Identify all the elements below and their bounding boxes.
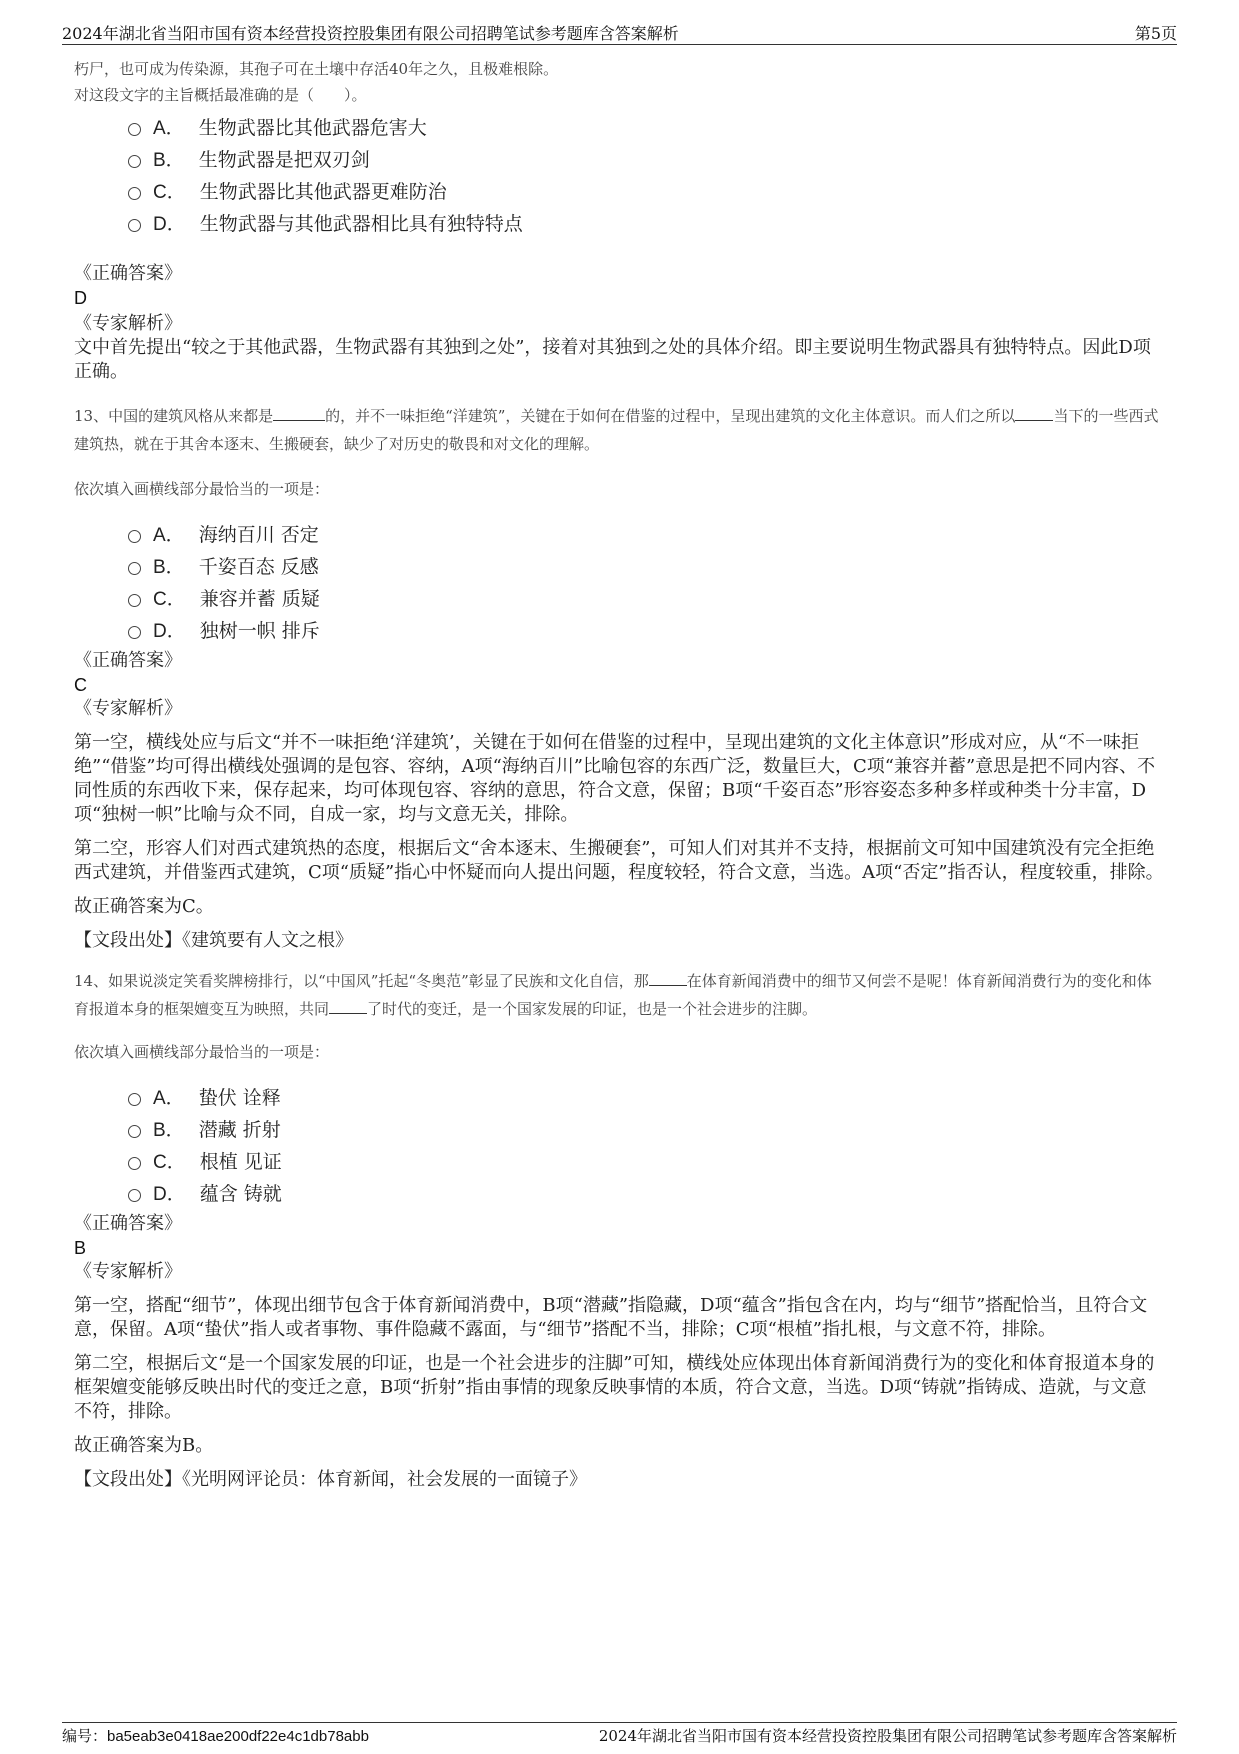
footer-title: 2024年湖北省当阳市国有资本经营投资控股集团有限公司招聘笔试参考题库含答案解析 (598, 1726, 1177, 1745)
q13-options (74, 517, 1164, 645)
radio-icon[interactable] (128, 626, 141, 639)
q14-analysis-label: 《专家解析》 (74, 1261, 182, 1282)
q13-source: 【文段出处】《建筑要有人文之根》 (74, 930, 353, 951)
q12-option-b[interactable]: B． 生物武器是把双刃剑 (74, 142, 1164, 174)
q12-answer: D (74, 288, 87, 308)
q14-analysis-2: 第二空，根据后文“是一个国家发展的印证，也是一个社会进步的注脚”可知，横线处应体现出体育新闻消费行为的变化和体育报道本身的框架嬗变能够反映出时代的变迁之意，B项“折射”指由事情的现象反映事情的本质，符合文意，当选。D项“铸就”指铸成、造就，与文意不符，排除。 (74, 1353, 1155, 1422)
page-number: 第5页 (1134, 24, 1177, 43)
radio-icon[interactable] (128, 219, 141, 232)
q12-option-a[interactable]: A． 生物武器比其他武器危害大 (74, 110, 1164, 142)
blank-line (273, 402, 325, 421)
document-code: 编号：ba5eab3e0418ae200df22e4c1db78abb (62, 1727, 369, 1745)
q14-option-a[interactable]: A． 蛰伏 诠释 (74, 1080, 1164, 1112)
q12-analysis: 文中首先提出“较之于其他武器，生物武器有其独到之处”，接着对其独到之处的具体介绍。即主要说明生物武器具有独特特点。因此D项正确。 (74, 337, 1151, 382)
q13-analysis-1: 第一空，横线处应与后文“并不一味拒绝‘洋建筑’，关键在于如何在借鉴的过程中，呈现出建筑的文化主体意识”形成对应，从“不一味拒绝”“借鉴”均可得出横线处强调的是包容、容纳，A项“海纳百川”比喻包容的东西广泛，数量巨大，C项“兼容并蓄”意思是把不同内容、不同性质的东西收下来，保存起来，均可体现包容、容纳的意思，符合文意，保留；B项“千姿百态”形容姿态多种多样或种类十分丰富，D项“独树一帜”比喻与众不同，自成一家，均与文意无关，排除。 (74, 732, 1156, 825)
q12-question: 对这段文字的主旨概括最准确的是（ ）。 (74, 86, 367, 104)
q14-instruction: 依次填入画横线部分最恰当的一项是： (74, 1043, 330, 1061)
q12-passage-tail: 朽尸，也可成为传染源，其孢子可在土壤中存活40年之久，且极难根除。 (74, 60, 559, 78)
q14-option-b[interactable]: B． 潜藏 折射 (74, 1112, 1164, 1144)
q13-option-c[interactable]: C． 兼容并蓄 质疑 (74, 581, 1164, 613)
radio-icon[interactable] (128, 594, 141, 607)
q14-options (74, 1080, 1164, 1208)
document-body (74, 56, 1164, 1492)
q14-stem: 14、如果说淡定笑看奖牌榜排行，以“中国风”托起“冬奥范”彰显了民族和文化自信，那 在体育新闻消费中的细节又何尝不是呢！体育新闻消费行为的变化和体育报道本身的框架嬗变互为映照，共同 了时代的变迁，是一个国家发展的印证，也是一个社会进步的注脚。 (74, 967, 1164, 1023)
q12-option-c[interactable]: C． 生物武器比其他武器更难防治 (74, 174, 1164, 206)
radio-icon[interactable] (128, 1125, 141, 1138)
q13-instruction: 依次填入画横线部分最恰当的一项是： (74, 480, 330, 498)
blank-line (1015, 402, 1053, 421)
q13-analysis-2: 第二空，形容人们对西式建筑热的态度，根据后文“舍本逐末、生搬硬套”，可知人们对其并不支持，根据前文可知中国建筑没有完全拒绝西式建筑，并借鉴西式建筑，C项“质疑”指心中怀疑而向人提出问题，程度较轻，符合文意，当选。A项“否定”指否认，程度较重，排除。 (74, 838, 1164, 883)
q13-option-b[interactable]: B． 千姿百态 反感 (74, 549, 1164, 581)
radio-icon[interactable] (128, 530, 141, 543)
q12-options (74, 110, 1164, 238)
q14-conclusion: 故正确答案为B。 (74, 1435, 214, 1456)
radio-icon[interactable] (128, 1189, 141, 1202)
header-title: 2024年湖北省当阳市国有资本经营投资控股集团有限公司招聘笔试参考题库含答案解析 (62, 24, 679, 43)
q14-source: 【文段出处】《光明网评论员：体育新闻，社会发展的一面镜子》 (74, 1469, 587, 1490)
radio-icon[interactable] (128, 562, 141, 575)
q13-answer: C (74, 675, 87, 695)
blank-line (649, 967, 687, 986)
q12-answer-label: 《正确答案》 (74, 263, 182, 284)
blank-line (329, 995, 367, 1014)
q14-answer-label: 《正确答案》 (74, 1213, 182, 1234)
page-header (62, 18, 1177, 45)
q14-answer: B (74, 1238, 87, 1258)
q12-analysis-label: 《专家解析》 (74, 313, 182, 334)
q13-analysis-label: 《专家解析》 (74, 698, 182, 719)
radio-icon[interactable] (128, 155, 141, 168)
q13-answer-label: 《正确答案》 (74, 650, 182, 671)
q13-option-a[interactable]: A． 海纳百川 否定 (74, 517, 1164, 549)
q13-option-d[interactable]: D． 独树一帜 排斥 (74, 613, 1164, 645)
page-footer (62, 1722, 1177, 1747)
radio-icon[interactable] (128, 1093, 141, 1106)
radio-icon[interactable] (128, 187, 141, 200)
q14-option-d[interactable]: D． 蕴含 铸就 (74, 1176, 1164, 1208)
q13-stem: 13、中国的建筑风格从来都是 的，并不一味拒绝“洋建筑”，关键在于如何在借鉴的过程中，呈现出建筑的文化主体意识。而人们之所以 当下的一些西式建筑热，就在于其舍本逐末、生搬硬套，缺少了对历史的敬畏和对文化的理解。 (74, 402, 1164, 458)
q14-option-c[interactable]: C． 根植 见证 (74, 1144, 1164, 1176)
q12-option-d[interactable]: D． 生物武器与其他武器相比具有独特特点 (74, 206, 1164, 238)
q14-analysis-1: 第一空，搭配“细节”，体现出细节包含于体育新闻消费中，B项“潜藏”指隐藏，D项“蕴含”指包含在内，均与“细节”搭配恰当，且符合文意，保留。A项“蛰伏”指人或者事物、事件隐藏不露面，与“细节”搭配不当，排除；C项“根植”指扎根，与文意不符，排除。 (74, 1295, 1148, 1340)
radio-icon[interactable] (128, 123, 141, 136)
radio-icon[interactable] (128, 1157, 141, 1170)
q13-conclusion: 故正确答案为C。 (74, 896, 214, 917)
